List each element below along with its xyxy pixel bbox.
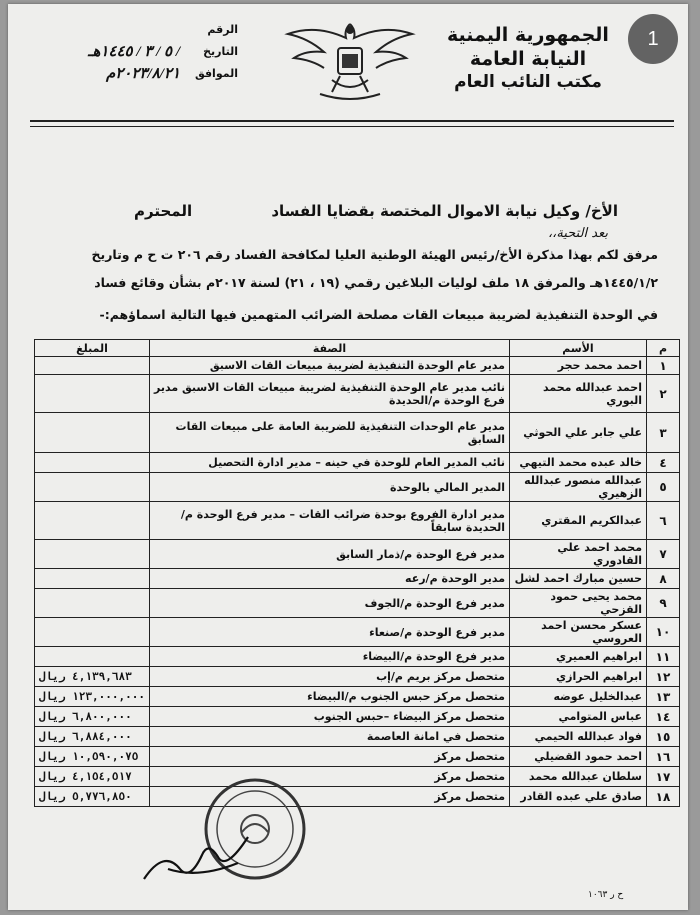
- cell-name: صادق علي عبده القادر: [510, 787, 647, 807]
- letter-respect: المحترم: [134, 202, 193, 220]
- cell-desc: متحصل مركز بريم م/إب: [149, 667, 509, 687]
- cell-amount: ٥,٧٧٦,٨٥٠ ريال: [35, 787, 150, 807]
- letter-greeting: بعد التحية،،: [547, 226, 608, 241]
- table-row: [35, 618, 680, 647]
- issuer-header: [438, 24, 618, 92]
- cell-amount: ٦,٨٨٤,٠٠٠ ريال: [35, 727, 150, 747]
- cell-desc: مدير فرع الوحدة م/الجوف: [149, 589, 509, 618]
- table-header-row: [35, 340, 680, 357]
- cell-amount: [35, 618, 150, 647]
- cell-num: ٢: [647, 375, 680, 413]
- cell-desc: مدير الوحدة م/رعه: [149, 569, 509, 589]
- cell-desc: متحصل مركز: [149, 767, 509, 787]
- cell-name: محمد يحيى حمود القزحي: [510, 589, 647, 618]
- signature-icon: [138, 829, 258, 889]
- cell-name: عباس المتوامي: [510, 707, 647, 727]
- issuer-country: الجمهورية اليمنية: [447, 24, 609, 46]
- cell-desc: مدير عام الوحدات التنفيذية للضريبة العامة على مبيعات القات السابق: [149, 413, 509, 453]
- cell-num: ١٧: [647, 767, 680, 787]
- table-row: [35, 687, 680, 707]
- cell-num: ١: [647, 357, 680, 375]
- cell-num: ٥: [647, 473, 680, 502]
- table-row: [35, 787, 680, 807]
- cell-num: ١٢: [647, 667, 680, 687]
- cell-amount: ٤,١٣٩,٦٨٣ ريال: [35, 667, 150, 687]
- cell-amount: [35, 375, 150, 413]
- cell-desc: متحصل مركز البيضاء –حبس الجنوب: [149, 707, 509, 727]
- page-number-badge: 1: [628, 14, 678, 64]
- gregorian-date-value: ٢٠٢٣/٨/٢١م: [105, 65, 180, 82]
- national-eagle-emblem-icon: [280, 14, 420, 106]
- cell-amount: [35, 413, 150, 453]
- footer-note: ح ر ١٠٦٣: [588, 890, 624, 900]
- cell-name: احمد محمد حجر: [510, 357, 647, 375]
- cell-name: احمد حمود القضيلي: [510, 747, 647, 767]
- cell-desc: مدير فرع الوحدة م/البيضاء: [149, 647, 509, 667]
- cell-desc: مدير عام الوحدة التنفيذية لضريبة مبيعات القات الاسبق: [149, 357, 509, 375]
- letter-addressee: الأخ/ وكيل نيابة الاموال المختصة بقضايا الفساد: [271, 202, 618, 220]
- cell-amount: [35, 540, 150, 569]
- cell-num: ٤: [647, 453, 680, 473]
- cell-num: ١٦: [647, 747, 680, 767]
- cell-name: علي جابر علي الحوثي: [510, 413, 647, 453]
- cell-num: ١١: [647, 647, 680, 667]
- letter-body-line-3: في الوحدة التنفيذية لضريبة مبيعات القات مصلحة الضرائب المتهمين فيها التالية اسماؤهم:-: [99, 307, 658, 322]
- table-row: [35, 502, 680, 540]
- table-row: [35, 707, 680, 727]
- reference-block: [38, 18, 238, 84]
- cell-desc: نائب المدير العام للوحدة في حينه – مدير ادارة التحصيل: [149, 453, 509, 473]
- cell-num: ١٥: [647, 727, 680, 747]
- issuer-office: مكتب النائب العام: [454, 72, 602, 92]
- gregorian-date-label: الموافق: [194, 66, 238, 80]
- cell-amount: [35, 502, 150, 540]
- cell-name: سلطان عبدالله محمد: [510, 767, 647, 787]
- cell-num: ١٤: [647, 707, 680, 727]
- issuer-authority: النيابة العامة: [469, 48, 587, 70]
- cell-desc: المدير المالي بالوحدة: [149, 473, 509, 502]
- table-row: [35, 727, 680, 747]
- cell-desc: مدير فرع الوحدة م/ذمار السابق: [149, 540, 509, 569]
- table-row: [35, 473, 680, 502]
- col-header-desc: الصفة: [149, 340, 509, 357]
- cell-desc: مدير ادارة الفروع بوحدة ضرائب القات – مدير فرع الوحدة م/الحديدة سابقاً: [149, 502, 509, 540]
- table-row: [35, 767, 680, 787]
- cell-num: ١٠: [647, 618, 680, 647]
- header-divider-bottom: [30, 126, 674, 127]
- cell-num: ٣: [647, 413, 680, 453]
- table-row: [35, 589, 680, 618]
- cell-amount: [35, 357, 150, 375]
- table-row: [35, 453, 680, 473]
- cell-amount: ١٢٣,٠٠٠,٠٠٠ ريال: [35, 687, 150, 707]
- cell-name: خالد عبده محمد التيهي: [510, 453, 647, 473]
- cell-amount: ٤,١٥٤,٥١٧ ريال: [35, 767, 150, 787]
- letter-body-line-2: ١٤٤٥/١/٢هـ والمرفق ١٨ ملف لوليات البلاغين رقمي (١٩ ، ٢١) لسنة ٢٠١٧م بشأن وقائع فساد: [94, 275, 658, 290]
- table-row: [35, 413, 680, 453]
- cell-amount: [35, 647, 150, 667]
- cell-desc: نائب مدير عام الوحدة التنفيذية لضريبة مبيعات القات الاسبق مدير فرع الوحدة م/الحديدة: [149, 375, 509, 413]
- cell-name: حسين مبارك احمد لشل: [510, 569, 647, 589]
- cell-name: فواد عبدالله الحيمي: [510, 727, 647, 747]
- cell-name: عبدالكريم المقتري: [510, 502, 647, 540]
- cell-amount: [35, 453, 150, 473]
- hijri-date-label: التاريخ: [203, 44, 238, 58]
- cell-amount: [35, 569, 150, 589]
- cell-amount: [35, 473, 150, 502]
- cell-num: ٧: [647, 540, 680, 569]
- cell-amount: ١٠,٥٩٠,٠٧٥ ريال: [35, 747, 150, 767]
- cell-name: عبدالله منصور عبدالله الزهيري: [510, 473, 647, 502]
- cell-amount: ٦,٨٠٠,٠٠٠ ريال: [35, 707, 150, 727]
- cell-name: عبدالخليل عوضه: [510, 687, 647, 707]
- cell-name: محمد احمد علي القادوري: [510, 540, 647, 569]
- cell-num: ١٣: [647, 687, 680, 707]
- table-row: [35, 747, 680, 767]
- document-page: [8, 4, 688, 910]
- letter-body-line-1: مرفق لكم بهذا مذكرة الأخ/رئيس الهيئة الوطنية العليا لمكافحة الفساد رقم ٢٠٦ ت ح م وتاريخ: [91, 247, 658, 262]
- cell-desc: متحصل مركز حبس الجنوب م/البيضاء: [149, 687, 509, 707]
- cell-name: عسكر محسن احمد العروسي: [510, 618, 647, 647]
- table-row: [35, 569, 680, 589]
- cell-num: ١٨: [647, 787, 680, 807]
- cell-desc: متحصل مركز: [149, 747, 509, 767]
- table-row: [35, 540, 680, 569]
- cell-desc: متحصل في امانة العاصمة: [149, 727, 509, 747]
- cell-name: ابراهيم الحرازي: [510, 667, 647, 687]
- cell-num: ٨: [647, 569, 680, 589]
- col-header-name: الأسم: [510, 340, 647, 357]
- cell-num: ٦: [647, 502, 680, 540]
- col-header-num: م: [647, 340, 680, 357]
- cell-name: ابراهيم العميري: [510, 647, 647, 667]
- col-header-amount: المبلغ: [35, 340, 150, 357]
- hijri-date-value: / ٥ / ٣ / ١٤٤٥هـ: [88, 43, 180, 60]
- header-divider-top: [30, 120, 674, 122]
- cell-desc: مدير فرع الوحدة م/صنعاء: [149, 618, 509, 647]
- cell-desc: متحصل مركز: [149, 787, 509, 807]
- ref-number-label: الرقم: [207, 22, 238, 36]
- accused-table: [34, 339, 680, 807]
- table-row: [35, 357, 680, 375]
- table-row: [35, 375, 680, 413]
- table-row: [35, 667, 680, 687]
- table-row: [35, 647, 680, 667]
- cell-name: احمد عبدالله محمد البوري: [510, 375, 647, 413]
- cell-num: ٩: [647, 589, 680, 618]
- cell-amount: [35, 589, 150, 618]
